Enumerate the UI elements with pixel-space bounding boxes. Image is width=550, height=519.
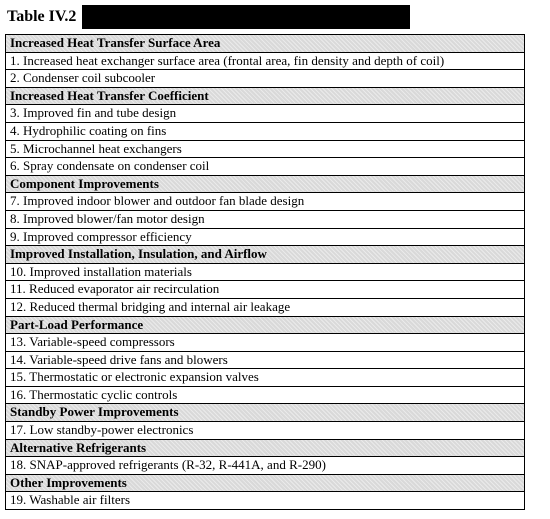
section-title: Part-Load Performance (6, 316, 525, 334)
table-row (6, 369, 525, 387)
design-option-cell: 19. Washable air filters (6, 492, 525, 510)
design-option-cell: 5. Microchannel heat exchangers (6, 140, 525, 158)
design-option-cell: 4. Hydrophilic coating on fins (6, 122, 525, 140)
section-header-row (6, 35, 525, 53)
design-option-cell: 1. Increased heat exchanger surface area (frontal area, fin density and depth of coil) (6, 52, 525, 70)
redaction-bar (82, 5, 410, 29)
table-row (6, 334, 525, 352)
section-header-row (6, 404, 525, 422)
section-title: Component Improvements (6, 175, 525, 193)
table-row (6, 122, 525, 140)
section-header-row (6, 175, 525, 193)
design-option-cell: 15. Thermostatic or electronic expansion valves (6, 369, 525, 387)
design-option-cell: 9. Improved compressor efficiency (6, 228, 525, 246)
table-caption (7, 4, 410, 30)
table-row (6, 386, 525, 404)
section-header-row (6, 87, 525, 105)
section-title: Improved Installation, Insulation, and Airflow (6, 246, 525, 264)
table-row (6, 457, 525, 475)
section-title: Increased Heat Transfer Surface Area (6, 35, 525, 53)
table-row (6, 210, 525, 228)
design-option-cell: 3. Improved fin and tube design (6, 105, 525, 123)
table-row (6, 263, 525, 281)
design-option-cell: 17. Low standby-power electronics (6, 422, 525, 440)
design-option-cell: 7. Improved indoor blower and outdoor fan blade design (6, 193, 525, 211)
section-title: Other Improvements (6, 474, 525, 492)
section-header-row (6, 474, 525, 492)
table-row (6, 298, 525, 316)
section-title: Increased Heat Transfer Coefficient (6, 87, 525, 105)
section-title: Alternative Refrigerants (6, 439, 525, 457)
design-option-cell: 6. Spray condensate on condenser coil (6, 158, 525, 176)
table-row (6, 70, 525, 88)
design-options-table (5, 34, 525, 510)
design-option-cell: 12. Reduced thermal bridging and internal air leakage (6, 298, 525, 316)
table-row (6, 105, 525, 123)
design-option-cell: 18. SNAP-approved refrigerants (R-32, R-441A, and R-290) (6, 457, 525, 475)
table-caption-label: Table IV.2 (7, 8, 77, 25)
table-row (6, 52, 525, 70)
section-title: Standby Power Improvements (6, 404, 525, 422)
table-row (6, 492, 525, 510)
design-option-cell: 10. Improved installation materials (6, 263, 525, 281)
table-body (6, 35, 525, 510)
design-option-cell: 13. Variable-speed compressors (6, 334, 525, 352)
table-row (6, 281, 525, 299)
section-header-row (6, 439, 525, 457)
section-header-row (6, 316, 525, 334)
section-header-row (6, 246, 525, 264)
table-row (6, 351, 525, 369)
table-row (6, 140, 525, 158)
table-row (6, 193, 525, 211)
table-row (6, 228, 525, 246)
design-option-cell: 11. Reduced evaporator air recirculation (6, 281, 525, 299)
design-option-cell: 2. Condenser coil subcooler (6, 70, 525, 88)
design-option-cell: 8. Improved blower/fan motor design (6, 210, 525, 228)
design-option-cell: 16. Thermostatic cyclic controls (6, 386, 525, 404)
table-row (6, 422, 525, 440)
design-option-cell: 14. Variable-speed drive fans and blowers (6, 351, 525, 369)
table-row (6, 158, 525, 176)
